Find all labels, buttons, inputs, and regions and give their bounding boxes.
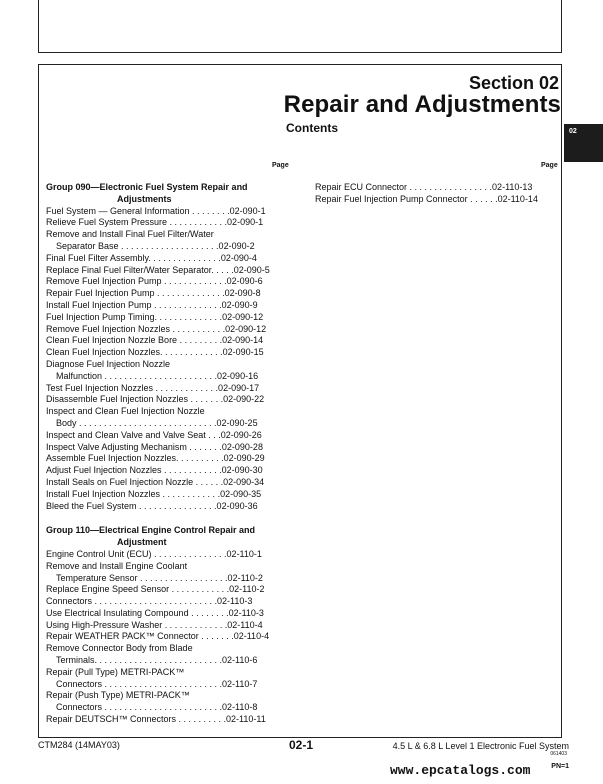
toc-entry: Repair DEUTSCH™ Connectors . . . . . . . . . .02-110-11 <box>46 714 266 725</box>
toc-group-heading: Adjustment <box>117 537 167 548</box>
toc-entry: Test Fuel Injection Nozzles . . . . . . . . . . . . .02-090-17 <box>46 382 260 393</box>
toc-entry: Malfunction . . . . . . . . . . . . . . . . . . . . . . .02-090-16 <box>56 370 259 381</box>
toc-entry: Body . . . . . . . . . . . . . . . . . . . . . . . . . . . .02-090-25 <box>56 417 258 428</box>
toc-entry: Connectors . . . . . . . . . . . . . . . . . . . . . . . . .02-110-3 <box>46 596 253 607</box>
page-column-label-right: Page <box>541 162 558 169</box>
toc-entry: Clean Fuel Injection Nozzles. . . . . . . . . . . . .02-090-15 <box>46 347 264 358</box>
toc-entry: Remove and Install Engine Coolant <box>46 560 188 571</box>
toc-entry: Fuel System — General Information . . . . . . . .02-090-1 <box>46 205 266 216</box>
section-title: Repair and Adjustments <box>283 91 561 118</box>
toc-entry: Relieve Fuel System Pressure . . . . . . . . . . . .02-090-1 <box>46 217 264 228</box>
toc-entry: Install Seals on Fuel Injection Nozzle . . . . . .02-090-34 <box>46 476 265 487</box>
toc-group-heading: Group 090—Electronic Fuel System Repair and <box>46 182 248 192</box>
toc-entry: Engine Control Unit (ECU) . . . . . . . . . . . . . . .02-110-1 <box>46 548 262 559</box>
toc-entry: Install Fuel Injection Nozzles . . . . . . . . . . . .02-090-35 <box>46 488 262 499</box>
pn-code: PN=1 <box>551 763 569 770</box>
toc-entry: Remove Connector Body from Blade <box>46 643 193 654</box>
toc-right-column <box>315 182 538 206</box>
toc-group-heading: Adjustments <box>117 193 172 204</box>
toc-entry: Fuel Injection Pump Timing. . . . . . . . . . . . . .02-090-12 <box>46 311 264 322</box>
toc-entry: Repair (Push Type) METRI-PACK™ <box>46 690 190 701</box>
toc-entry: Adjust Fuel Injection Nozzles . . . . . . . . . . . .02-090-30 <box>46 465 263 476</box>
toc-entry: Remove Fuel Injection Pump . . . . . . . . . . . . .02-090-6 <box>46 276 263 287</box>
toc-entry: Repair WEATHER PACK™ Connector . . . . . . .02-110-4 <box>46 631 270 642</box>
toc-entry: Remove Fuel Injection Nozzles . . . . . . . . . . .02-090-12 <box>46 323 267 334</box>
toc-entry: Diagnose Fuel Injection Nozzle <box>46 358 171 369</box>
manual-title: 4.5 L & 6.8 L Level 1 Electronic Fuel System <box>392 741 569 751</box>
toc-entry: Clean Fuel Injection Nozzle Bore . . . . . . . . .02-090-14 <box>46 335 264 346</box>
section-number: Section 02 <box>468 73 559 93</box>
contents-heading: Contents <box>286 121 338 135</box>
page-number: 02-1 <box>289 738 314 752</box>
toc-entry: Separator Base . . . . . . . . . . . . . . . . . . . .02-090-2 <box>56 240 255 251</box>
toc-left-column <box>46 182 270 726</box>
toc-entry: Inspect Valve Adjusting Mechanism . . . . . . .02-090-28 <box>46 441 263 452</box>
date-code: 061403 <box>550 751 567 757</box>
toc-entry: Assemble Fuel Injection Nozzles. . . . . . . . . .02-090-29 <box>46 453 265 464</box>
toc-entry: Replace Engine Speed Sensor . . . . . . . . . . . .02-110-2 <box>46 584 265 595</box>
toc-entry: Terminals. . . . . . . . . . . . . . . . . . . . . . . . . .02-110-6 <box>56 655 258 666</box>
section-tab: 02 <box>564 124 603 162</box>
toc-group-heading: Group 110—Electrical Engine Control Repair and <box>46 525 256 536</box>
toc-entry: Repair (Pull Type) METRI-PACK™ <box>46 666 185 677</box>
toc-entry: Disassemble Fuel Injection Nozzles . . . . . . .02-090-22 <box>46 394 265 405</box>
toc-entry: Use Electrical Insulating Compound . . . . . . . .02-110-3 <box>46 607 264 618</box>
toc-entry: Replace Final Fuel Filter/Water Separator. . . . .02-090-5 <box>46 264 270 275</box>
toc-entry: Temperature Sensor . . . . . . . . . . . . . . . . . .02-110-2 <box>56 572 263 583</box>
toc-entry: Remove and Install Final Fuel Filter/Water <box>46 229 214 240</box>
toc-entry: Inspect and Clean Valve and Valve Seat . . .02-090-26 <box>46 429 262 440</box>
toc-entry: Final Fuel Filter Assembly. . . . . . . . . . . . . . .02-090-4 <box>46 252 257 263</box>
watermark: www.epcatalogs.com <box>390 763 531 778</box>
toc-spacer <box>46 512 270 525</box>
toc-entry: Repair Fuel Injection Pump . . . . . . . . . . . . . .02-090-8 <box>46 288 261 299</box>
previous-page-frame <box>38 0 562 53</box>
toc-entry: Repair Fuel Injection Pump Connector . . . . . .02-110-14 <box>315 193 538 204</box>
toc-entry: Connectors . . . . . . . . . . . . . . . . . . . . . . . .02-110-7 <box>56 678 258 689</box>
toc-entry: Repair ECU Connector . . . . . . . . . . . . . . . . .02-110-13 <box>315 182 533 192</box>
toc-entry: Connectors . . . . . . . . . . . . . . . . . . . . . . . .02-110-8 <box>56 702 258 713</box>
toc-entry: Using High-Pressure Washer . . . . . . . . . . . . .02-110-4 <box>46 619 263 630</box>
toc-entry: Inspect and Clean Fuel Injection Nozzle <box>46 406 205 417</box>
toc-entry: Bleed the Fuel System . . . . . . . . . . . . . . . .02-090-36 <box>46 500 258 511</box>
document-code: CTM284 (14MAY03) <box>38 740 120 750</box>
toc-entry: Install Fuel Injection Pump . . . . . . . . . . . . . .02-090-9 <box>46 299 258 310</box>
page-column-label-left: Page <box>272 162 289 169</box>
